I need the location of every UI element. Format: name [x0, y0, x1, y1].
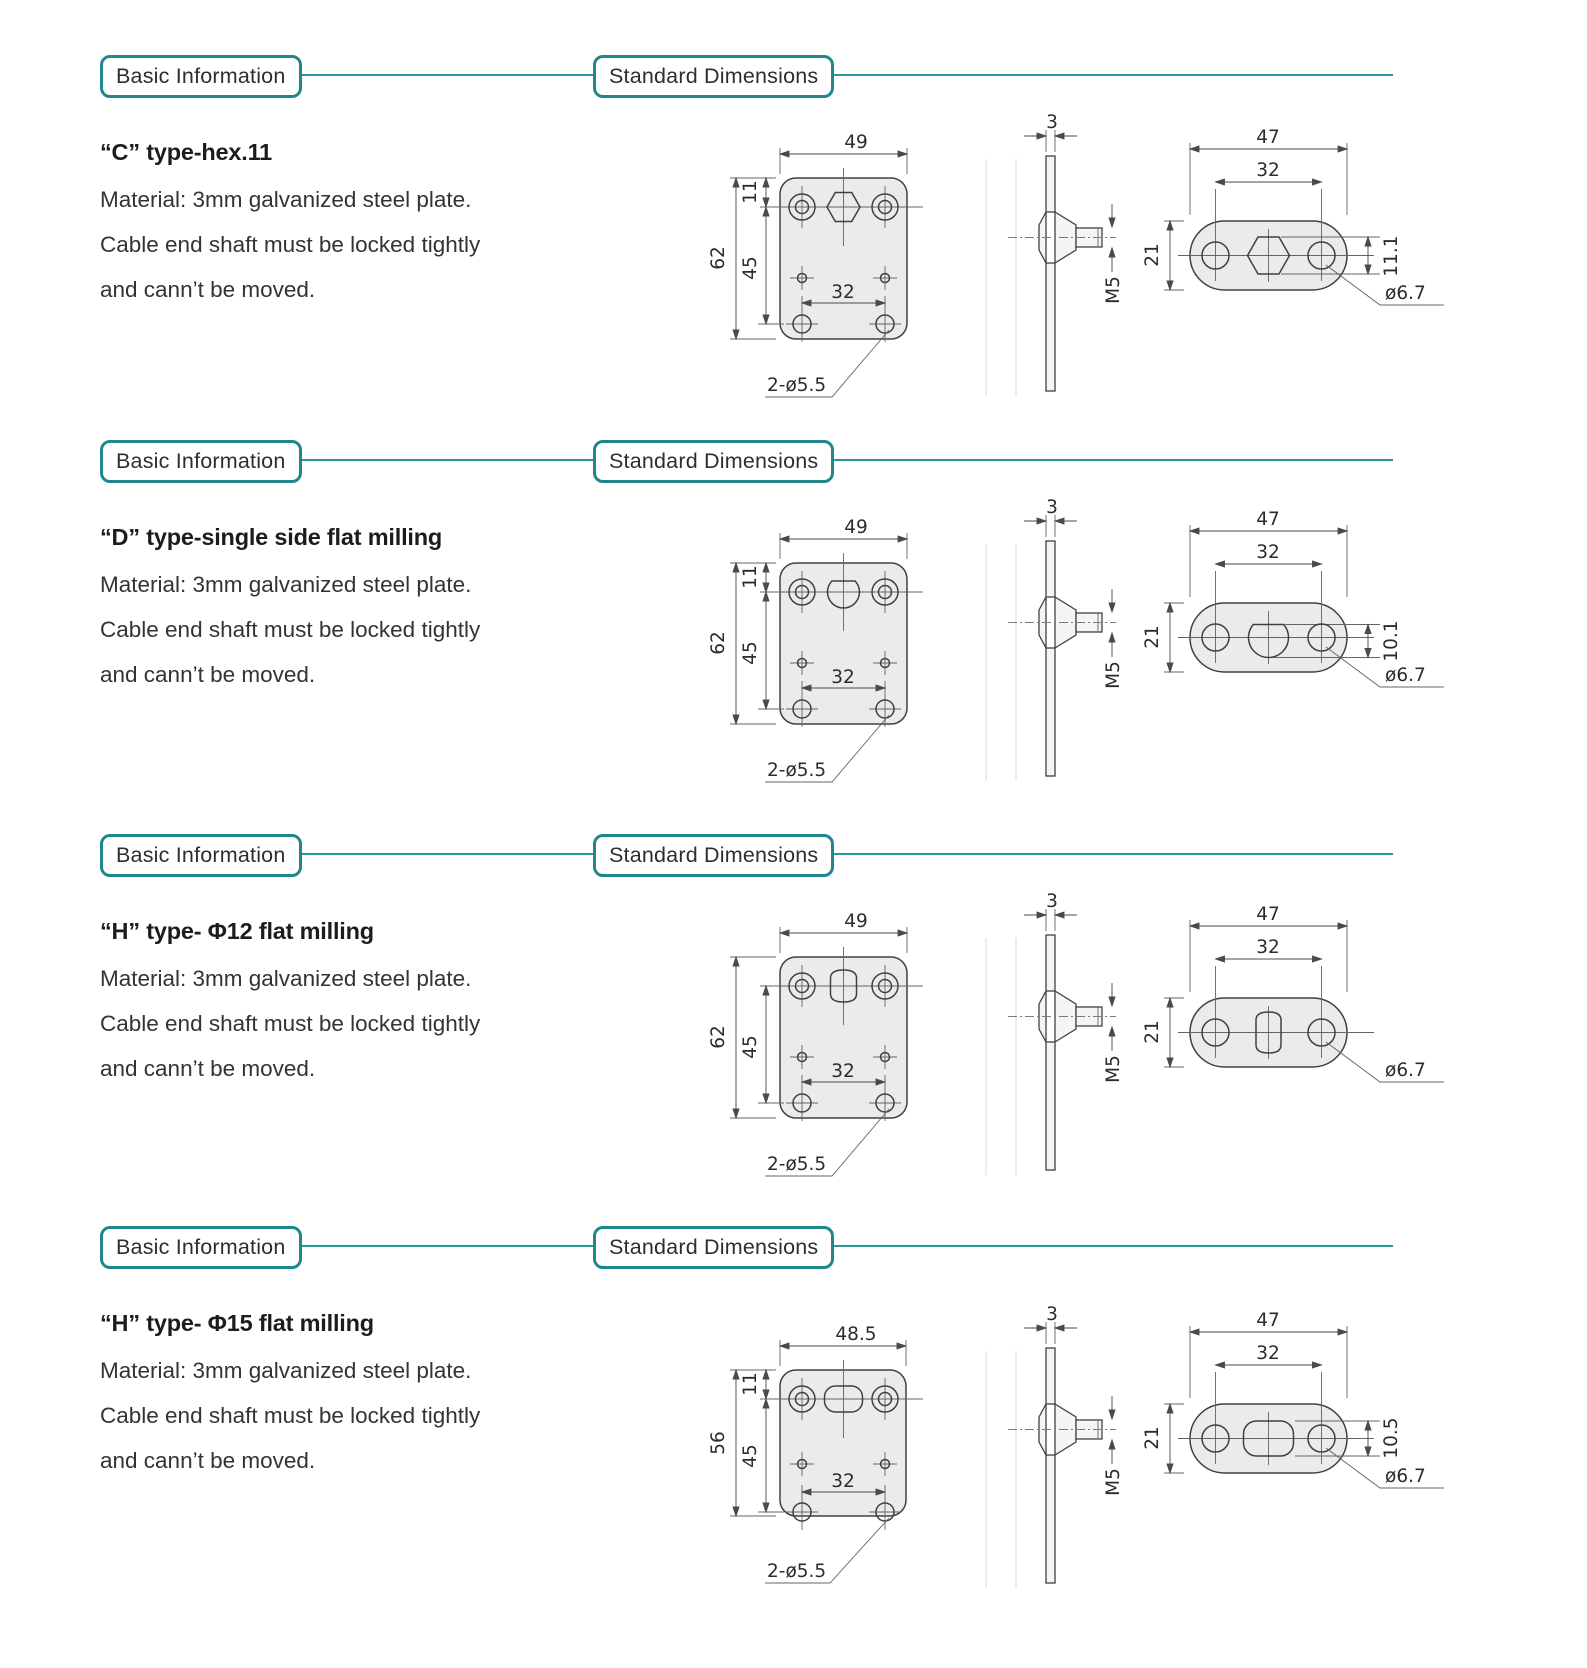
dim-hole-span-h: 32	[831, 1471, 855, 1492]
badge-standard-dimensions: Standard Dimensions	[593, 1226, 834, 1269]
hole-dia-callout: ø6.7	[1385, 1060, 1426, 1081]
hole-callout: 2-ø5.5	[767, 375, 827, 396]
desc-line: and cann’t be moved.	[100, 277, 316, 302]
plate-outline	[780, 1370, 906, 1516]
badge-basic-information: Basic Information	[100, 440, 302, 483]
dim-top-offset: 11	[740, 1372, 761, 1396]
product-description	[100, 562, 480, 697]
dim-height: 21	[1142, 1426, 1163, 1450]
hole-callout: 2-ø5.5	[767, 760, 827, 781]
dim-feature-height: 10.5	[1381, 1417, 1402, 1459]
top-view-drawing	[1112, 880, 1452, 1110]
dim-feature-height: 11.1	[1381, 235, 1402, 277]
product-type-title: “C” type-hex.11	[100, 139, 273, 165]
dim-hole-span: 32	[1256, 937, 1280, 958]
badge-standard-dimensions: Standard Dimensions	[593, 834, 834, 877]
dim-hole-span-v: 45	[740, 256, 761, 280]
dim-thickness: 3	[1046, 1304, 1058, 1325]
dim-hole-span-h: 32	[831, 282, 855, 303]
thread-label: M5	[1103, 276, 1124, 304]
top-view-drawing	[1112, 103, 1452, 333]
dim-hole-span: 32	[1256, 160, 1280, 181]
dim-hole-span: 32	[1256, 1343, 1280, 1364]
hole-callout: 2-ø5.5	[767, 1154, 827, 1175]
hole-dia-callout: ø6.7	[1385, 665, 1426, 686]
dim-feature-height: 10.1	[1381, 620, 1402, 662]
dim-height: 62	[708, 246, 729, 270]
thread-label: M5	[1103, 661, 1124, 689]
desc-line: Material: 3mm galvanized steel plate.	[100, 187, 472, 212]
dim-height: 21	[1142, 625, 1163, 649]
desc-line: Cable end shaft must be locked tightly	[100, 232, 481, 257]
desc-line: Material: 3mm galvanized steel plate.	[100, 572, 472, 597]
hole-dia-callout: ø6.7	[1385, 283, 1426, 304]
dim-top-offset: 11	[740, 565, 761, 589]
product-description	[100, 1348, 480, 1483]
dim-thickness: 3	[1046, 891, 1058, 912]
desc-line: Material: 3mm galvanized steel plate.	[100, 966, 472, 991]
dim-height: 56	[708, 1431, 729, 1455]
top-view-drawing	[1112, 485, 1452, 715]
front-view-drawing	[660, 1302, 1000, 1612]
thread-label: M5	[1103, 1055, 1124, 1083]
top-view-drawing	[1112, 1286, 1452, 1516]
desc-line: Cable end shaft must be locked tightly	[100, 1011, 481, 1036]
dim-height: 62	[708, 631, 729, 655]
dim-width: 49	[844, 911, 868, 932]
desc-line: Cable end shaft must be locked tightly	[100, 1403, 481, 1428]
product-type-title: “D” type-single side flat milling	[100, 524, 443, 550]
product-description	[100, 956, 480, 1091]
dim-width: 47	[1256, 904, 1280, 925]
dim-hole-span-v: 45	[740, 1444, 761, 1468]
dim-height: 21	[1142, 1020, 1163, 1044]
product-type-title: “H” type- Φ15 flat milling	[100, 1310, 374, 1336]
dim-width: 48.5	[835, 1324, 877, 1345]
badge-standard-dimensions: Standard Dimensions	[593, 55, 834, 98]
badge-standard-dimensions: Standard Dimensions	[593, 440, 834, 483]
dim-thickness: 3	[1046, 497, 1058, 518]
desc-line: and cann’t be moved.	[100, 662, 316, 687]
product-type-title: “H” type- Φ12 flat milling	[100, 918, 374, 944]
desc-line: Material: 3mm galvanized steel plate.	[100, 1358, 472, 1383]
badge-basic-information: Basic Information	[100, 55, 302, 98]
dim-hole-span: 32	[1256, 542, 1280, 563]
badge-basic-information: Basic Information	[100, 834, 302, 877]
desc-line: Cable end shaft must be locked tightly	[100, 617, 481, 642]
dim-height: 62	[708, 1025, 729, 1049]
badge-basic-information: Basic Information	[100, 1226, 302, 1269]
dim-hole-span-v: 45	[740, 1035, 761, 1059]
dim-thickness: 3	[1046, 112, 1058, 133]
dim-width: 47	[1256, 127, 1280, 148]
front-view-drawing	[660, 889, 1000, 1199]
desc-line: and cann’t be moved.	[100, 1448, 316, 1473]
dim-hole-span-v: 45	[740, 641, 761, 665]
dim-width: 49	[844, 517, 868, 538]
desc-line: and cann’t be moved.	[100, 1056, 316, 1081]
dim-height: 21	[1142, 243, 1163, 267]
dim-hole-span-h: 32	[831, 1061, 855, 1082]
thread-label: M5	[1103, 1468, 1124, 1496]
dim-top-offset: 11	[740, 180, 761, 204]
dim-width: 49	[844, 132, 868, 153]
product-description	[100, 177, 480, 312]
front-view-drawing	[660, 495, 1000, 805]
dim-hole-span-h: 32	[831, 667, 855, 688]
dim-width: 47	[1256, 1310, 1280, 1331]
front-view-drawing	[660, 110, 1000, 420]
hole-dia-callout: ø6.7	[1385, 1466, 1426, 1487]
dim-width: 47	[1256, 509, 1280, 530]
hole-callout: 2-ø5.5	[767, 1561, 827, 1582]
